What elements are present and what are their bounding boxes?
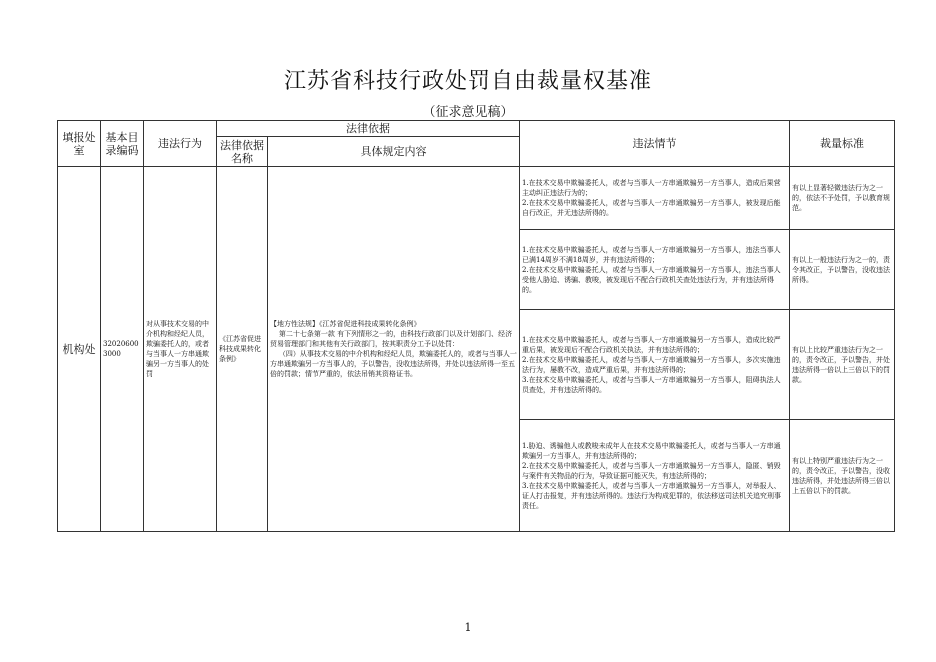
tier-2-standard bbox=[790, 230, 895, 310]
cell-dept: 机构处 bbox=[58, 167, 101, 532]
page-number: 1 bbox=[464, 621, 472, 634]
tier-2-circumstance bbox=[520, 230, 790, 310]
tier-3-circumstance-text: 1.在技术交易中欺骗委托人，或者与当事人一方串通欺骗另一方当事人，造成比较严重后果，被发现后不配合行政机关执法，并有违法所得的； 2.在技术交易中欺骗委托人，或者与当事人一方串通欺骗另一方当事人，多次实施违法行为，屡教不改，造成严重后果，并有违法所得的； 3.在技术交易中欺骗委托人，或者与当事人一方串通欺骗另一方当事人，阻碍执法人员查处，并有违法所得的。 bbox=[522, 335, 781, 394]
header-provision: 具体规定内容 bbox=[268, 137, 520, 167]
page-subtitle: （征求意见稿） bbox=[422, 105, 514, 120]
header-dept: 填报处室 bbox=[58, 121, 101, 167]
tier-4-circumstance-text: 1.胁迫、诱骗他人或教唆未成年人在技术交易中欺骗委托人，或者与当事人一方串通欺骗另一方当事人，并有违法所得的； 2.在技术交易中欺骗委托人，或者与当事人一方串通欺骗另一方当事人，隐匿、销毁与案件有关物品的行为，导致证据可能灭失，有违法所得的； 3.在技术交易中欺骗委托人，或者与当事人一方串通欺骗另一方当事人，对举报人、证人打击报复，并有违法所得的。违法行为构成犯罪的，依法移送司法机关追究刑事责任。 bbox=[522, 441, 781, 510]
cell-violation bbox=[144, 167, 217, 532]
header-code: 基本目录编码 bbox=[101, 121, 144, 167]
header-standard: 裁量标准 bbox=[790, 121, 895, 167]
tier-1-circumstance-text: 1.在技术交易中欺骗委托人，或者与当事人一方串通欺骗另一方当事人，造成后果营主动纠正违法行为的； 2.在技术交易中欺骗委托人，或者与当事人一方串通欺骗另一方当事人，被发现后能自行改正，并无违法所得的。 bbox=[522, 179, 781, 217]
cell-law-name bbox=[217, 167, 268, 532]
violation-text: 对从事技术交易的中介机构和经纪人员，欺骗委托人的，或者与当事人一方串通欺骗另一方当事人的处罚 bbox=[146, 320, 209, 378]
tier-3-standard-text: 有以上比较严重违法行为之一的，责令改正，予以警告，并处违法所得一倍以上三倍以下的罚款。 bbox=[792, 345, 890, 384]
discretion-table bbox=[57, 120, 895, 532]
tier-4-circumstance bbox=[520, 420, 790, 532]
tier-1-circumstance bbox=[520, 167, 790, 230]
tier-2-standard-text: 有以上一般违法行为之一的，责令其改正，予以警告，没收违法所得。 bbox=[792, 255, 890, 284]
header-law-name: 法律依据名称 bbox=[217, 137, 268, 167]
header-circumstance: 违法情节 bbox=[520, 121, 790, 167]
tier-3-standard bbox=[790, 310, 895, 420]
cell-code: 320206003000 bbox=[101, 167, 144, 532]
tier-1-standard bbox=[790, 167, 895, 230]
tier-4-standard-text: 有以上特别严重违法行为之一的，责令改正，予以警告，没收违法所得，并处违法所得三倍以上五倍以下的罚款。 bbox=[792, 456, 890, 495]
law-name-text: 《江苏省促进科技成果转化条例》 bbox=[219, 335, 261, 363]
tier-1-standard-text: 有以上显著轻微违法行为之一的，依法不予处罚，予以教育规范。 bbox=[792, 184, 890, 212]
tier-2-circumstance-text: 1.在技术交易中欺骗委托人，或者与当事人一方串通欺骗另一方当事人，违法当事人已满14周岁不满18周岁，并有违法所得的； 2.在技术交易中欺骗委托人，或者与当事人一方串通欺骗另一方当事人，违法当事人受他人胁迫、诱骗、教唆，被发现后不配合行政机关查处违法行为，并有违法所得的。 bbox=[522, 245, 781, 294]
header-legal-basis: 法律依据 bbox=[217, 121, 520, 137]
tier-3-circumstance bbox=[520, 310, 790, 420]
header-violation: 违法行为 bbox=[144, 121, 217, 167]
tier-4-standard bbox=[790, 420, 895, 532]
provision-text: 【地方性法规】《江苏省促进科技成果转化条例》 第二十七条第一款 有下列情形之一的，由科技行政部门以及计划部门、经济贸易管理部门和其他有关行政部门，按其职责分工予以处罚： （四）从事技术交易的中介机构和经纪人员，欺骗委托人的，或者与当事人一方串通欺骗另一方当事人的，予以警告，没收违法所得，并处以违法所得一至五倍的罚款；情节严重的，依法吊销其资格证书。 bbox=[270, 320, 517, 378]
cell-provision bbox=[268, 167, 520, 532]
page-title: 江苏省科技行政处罚自由裁量权基准 bbox=[283, 69, 652, 94]
